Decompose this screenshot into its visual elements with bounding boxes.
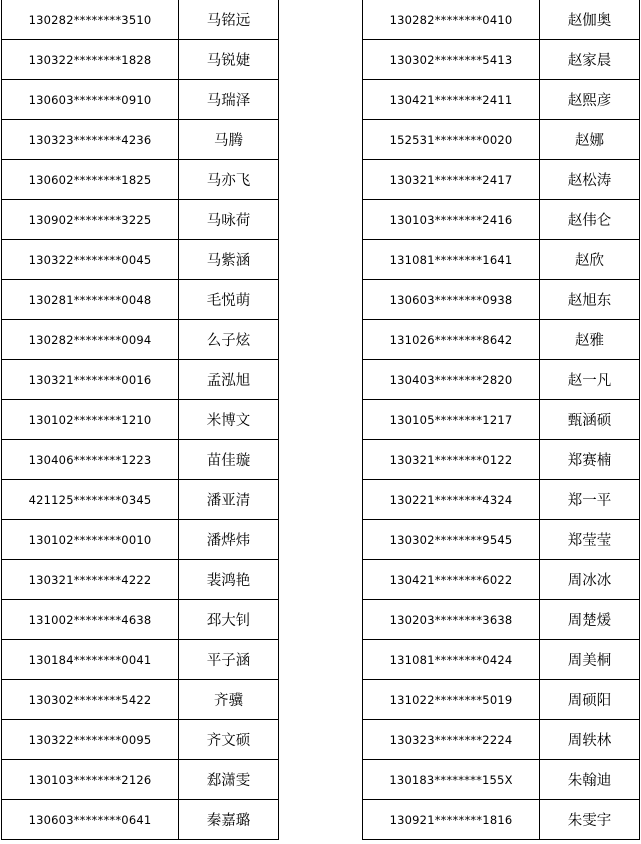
name-cell: 赵熙彦 [540, 80, 640, 120]
id-number-cell: 421125********0345 [2, 480, 179, 520]
id-number-cell: 130302********9545 [363, 520, 540, 560]
table-row [2, 560, 279, 600]
table-row [363, 720, 640, 760]
name-cell: 朱翰迪 [540, 760, 640, 800]
id-number-cell: 130103********2416 [363, 200, 540, 240]
table-row [2, 280, 279, 320]
table-row [363, 400, 640, 440]
id-number-cell: 130302********5422 [2, 680, 179, 720]
id-number-cell: 130603********0938 [363, 280, 540, 320]
id-number-cell: 130603********0910 [2, 80, 179, 120]
table-row [2, 80, 279, 120]
table-row [2, 400, 279, 440]
id-number-cell: 130282********0410 [363, 0, 540, 40]
table-row [363, 240, 640, 280]
name-cell: 平子涵 [179, 640, 279, 680]
id-number-cell: 130322********1828 [2, 40, 179, 80]
name-cell: 周轶林 [540, 720, 640, 760]
id-number-cell: 130221********4324 [363, 480, 540, 520]
id-number-cell: 130282********3510 [2, 0, 179, 40]
id-number-cell: 131022********5019 [363, 680, 540, 720]
table-row [363, 280, 640, 320]
id-number-cell: 130406********1223 [2, 440, 179, 480]
id-number-cell: 130281********0048 [2, 280, 179, 320]
id-number-cell: 131081********1641 [363, 240, 540, 280]
table-row [363, 520, 640, 560]
name-cell: 赵松涛 [540, 160, 640, 200]
id-number-cell: 130203********3638 [363, 600, 540, 640]
table-row [363, 160, 640, 200]
name-cell: 赵伟仑 [540, 200, 640, 240]
name-cell: 郑赛楠 [540, 440, 640, 480]
id-number-cell: 130105********1217 [363, 400, 540, 440]
name-cell: 米博文 [179, 400, 279, 440]
table-row [2, 240, 279, 280]
table-row [2, 760, 279, 800]
name-cell: 秦嘉璐 [179, 800, 279, 840]
name-cell: 马锐婕 [179, 40, 279, 80]
id-number-cell: 131002********4638 [2, 600, 179, 640]
table-row [363, 200, 640, 240]
right-roster-body [363, 0, 640, 840]
name-cell: 赵欣 [540, 240, 640, 280]
name-cell: 郄潇雯 [179, 760, 279, 800]
id-number-cell: 131081********0424 [363, 640, 540, 680]
name-cell: 马铭远 [179, 0, 279, 40]
table-row [363, 680, 640, 720]
right-roster-table [362, 0, 640, 840]
table-row [363, 600, 640, 640]
id-number-cell: 130421********2411 [363, 80, 540, 120]
name-cell: 朱雯宇 [540, 800, 640, 840]
id-number-cell: 130902********3225 [2, 200, 179, 240]
name-cell: 马紫涵 [179, 240, 279, 280]
id-number-cell: 130322********0045 [2, 240, 179, 280]
name-cell: 马瑞泽 [179, 80, 279, 120]
name-cell: 赵伽奥 [540, 0, 640, 40]
id-number-cell: 130322********0095 [2, 720, 179, 760]
name-cell: 潘亚清 [179, 480, 279, 520]
name-cell: 郑莹莹 [540, 520, 640, 560]
name-cell: 周美桐 [540, 640, 640, 680]
id-number-cell: 130421********6022 [363, 560, 540, 600]
id-number-cell: 130183********155X [363, 760, 540, 800]
id-number-cell: 130302********5413 [363, 40, 540, 80]
id-number-cell: 130321********0122 [363, 440, 540, 480]
table-row [363, 440, 640, 480]
table-row [2, 200, 279, 240]
name-cell: 么子炫 [179, 320, 279, 360]
name-cell: 潘烨炜 [179, 520, 279, 560]
id-number-cell: 131026********8642 [363, 320, 540, 360]
table-row [363, 760, 640, 800]
id-number-cell: 130921********1816 [363, 800, 540, 840]
name-cell: 齐骥 [179, 680, 279, 720]
id-number-cell: 130282********0094 [2, 320, 179, 360]
table-row [2, 320, 279, 360]
name-cell: 毛悦萌 [179, 280, 279, 320]
table-row [2, 160, 279, 200]
name-cell: 赵一凡 [540, 360, 640, 400]
id-number-cell: 130321********0016 [2, 360, 179, 400]
left-roster-table [1, 0, 279, 840]
name-cell: 苗佳璇 [179, 440, 279, 480]
table-row [363, 120, 640, 160]
table-row [2, 0, 279, 40]
id-number-cell: 130602********1825 [2, 160, 179, 200]
name-cell: 周楚煖 [540, 600, 640, 640]
id-number-cell: 130102********1210 [2, 400, 179, 440]
table-row [2, 120, 279, 160]
name-cell: 赵雅 [540, 320, 640, 360]
name-cell: 齐文硕 [179, 720, 279, 760]
id-number-cell: 130323********2224 [363, 720, 540, 760]
id-number-cell: 130323********4236 [2, 120, 179, 160]
table-row [2, 520, 279, 560]
id-number-cell: 130321********2417 [363, 160, 540, 200]
name-cell: 赵家晨 [540, 40, 640, 80]
table-row [363, 80, 640, 120]
name-cell: 孟泓旭 [179, 360, 279, 400]
name-cell: 裴鸿艳 [179, 560, 279, 600]
table-row [363, 0, 640, 40]
name-cell: 赵旭东 [540, 280, 640, 320]
table-row [2, 600, 279, 640]
table-row [363, 560, 640, 600]
table-row [2, 640, 279, 680]
id-number-cell: 130103********2126 [2, 760, 179, 800]
table-row [2, 480, 279, 520]
name-cell: 郑一平 [540, 480, 640, 520]
id-number-cell: 130603********0641 [2, 800, 179, 840]
id-number-cell: 130102********0010 [2, 520, 179, 560]
table-row [2, 40, 279, 80]
id-number-cell: 130184********0041 [2, 640, 179, 680]
id-number-cell: 152531********0020 [363, 120, 540, 160]
table-row [2, 440, 279, 480]
name-cell: 甄涵硕 [540, 400, 640, 440]
table-row [2, 800, 279, 840]
table-row [363, 640, 640, 680]
name-cell: 邳大钊 [179, 600, 279, 640]
table-row [2, 720, 279, 760]
left-roster-body [2, 0, 279, 840]
name-cell: 马咏荷 [179, 200, 279, 240]
name-cell: 周硕阳 [540, 680, 640, 720]
table-row [363, 360, 640, 400]
id-number-cell: 130321********4222 [2, 560, 179, 600]
table-row [363, 40, 640, 80]
table-row [2, 680, 279, 720]
table-row [2, 360, 279, 400]
name-cell: 马腾 [179, 120, 279, 160]
id-number-cell: 130403********2820 [363, 360, 540, 400]
name-cell: 周冰冰 [540, 560, 640, 600]
name-cell: 马亦飞 [179, 160, 279, 200]
table-row [363, 480, 640, 520]
table-row [363, 800, 640, 840]
table-row [363, 320, 640, 360]
name-cell: 赵娜 [540, 120, 640, 160]
